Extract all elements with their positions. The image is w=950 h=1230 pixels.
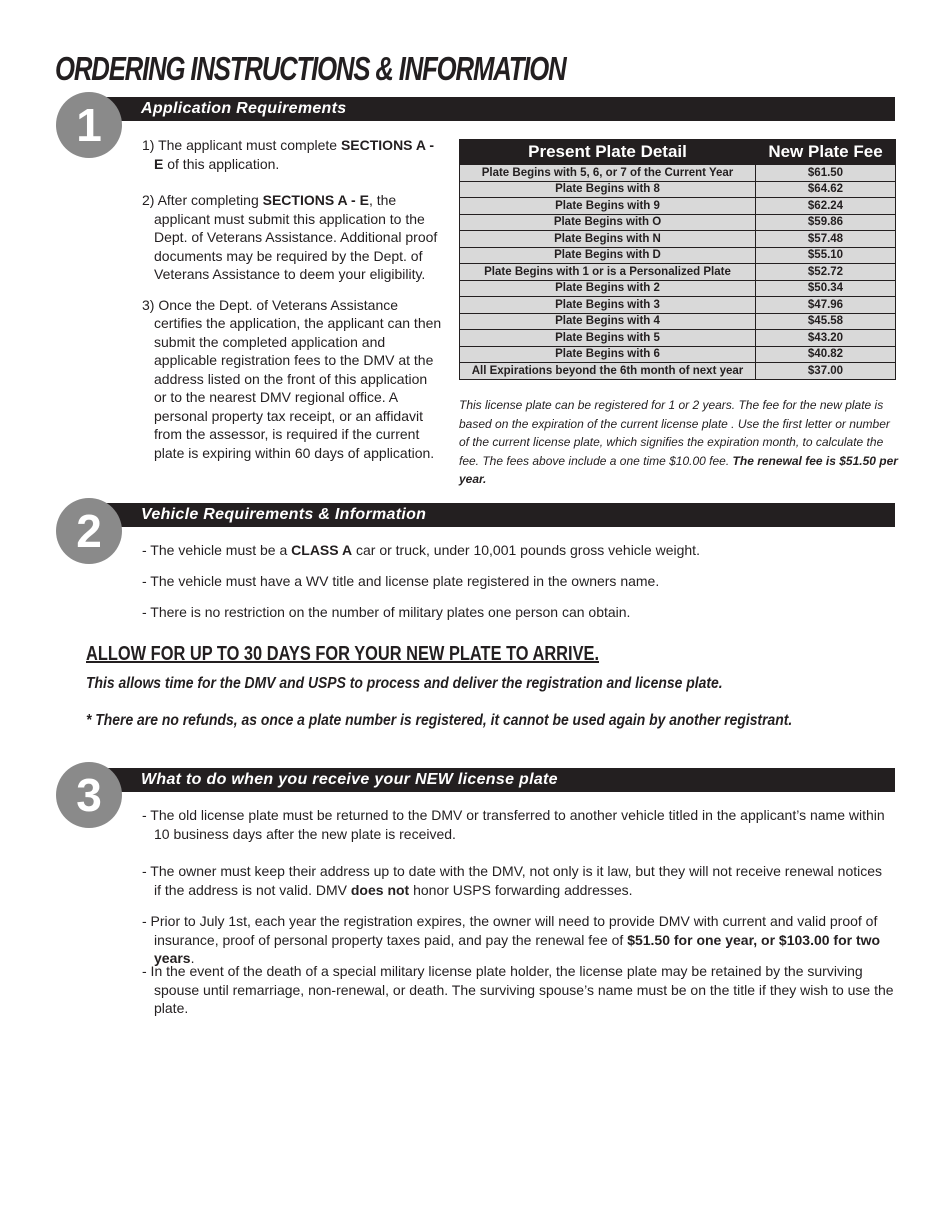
section-3-header bbox=[105, 768, 895, 792]
section-1-header bbox=[105, 97, 895, 121]
fee-table-row bbox=[460, 181, 896, 198]
plate-fee-cell: $62.24 bbox=[756, 198, 896, 215]
plate-detail-cell: Plate Begins with D bbox=[460, 247, 756, 264]
plate-fee-cell: $45.58 bbox=[756, 313, 896, 330]
plate-fee-cell: $52.72 bbox=[756, 264, 896, 281]
delivery-time-notice: ALLOW FOR UP TO 30 DAYS FOR YOUR NEW PLATE TO ARRIVE. bbox=[86, 643, 600, 665]
plate-detail-cell: Plate Begins with 4 bbox=[460, 313, 756, 330]
fee-table-row bbox=[460, 330, 896, 347]
plate-fee-table bbox=[459, 139, 896, 380]
section-1-heading: Application Requirements bbox=[141, 100, 347, 117]
plate-fee-cell: $47.96 bbox=[756, 297, 896, 314]
page-title: ORDERING INSTRUCTIONS & INFORMATION bbox=[55, 50, 566, 87]
fee-table-header-new-plate-fee: New Plate Fee bbox=[756, 140, 896, 165]
fee-table-row bbox=[460, 165, 896, 182]
plate-detail-cell: Plate Begins with 3 bbox=[460, 297, 756, 314]
processing-notice: This allows time for the DMV and USPS to process and deliver the registration and license plate. bbox=[86, 675, 723, 692]
fee-table-row bbox=[460, 297, 896, 314]
fee-table-row bbox=[460, 231, 896, 248]
new-plate-instruction-1: - The old license plate must be returned to the DMV or transferred to another vehicle titled in the applicant’s name within 10 business days after the new plate is received. bbox=[142, 807, 885, 842]
plate-fee-cell: $57.48 bbox=[756, 231, 896, 248]
plate-fee-cell: $59.86 bbox=[756, 214, 896, 231]
plate-fee-cell: $50.34 bbox=[756, 280, 896, 297]
plate-detail-cell: Plate Begins with 5, 6, or 7 of the Current Year bbox=[460, 165, 756, 182]
section-3-number-badge: 3 bbox=[56, 762, 122, 828]
plate-fee-cell: $55.10 bbox=[756, 247, 896, 264]
plate-detail-cell: Plate Begins with 6 bbox=[460, 346, 756, 363]
vehicle-requirement-1: - The vehicle must be a CLASS A car or truck, under 10,001 pounds gross vehicle weight. bbox=[142, 542, 700, 558]
fee-table-row bbox=[460, 280, 896, 297]
plate-fee-cell: $64.62 bbox=[756, 181, 896, 198]
plate-fee-cell: $37.00 bbox=[756, 363, 896, 380]
vehicle-requirement-3: - There is no restriction on the number of military plates one person can obtain. bbox=[142, 604, 631, 620]
plate-detail-cell: Plate Begins with N bbox=[460, 231, 756, 248]
vehicle-requirement-2: - The vehicle must have a WV title and license plate registered in the owners name. bbox=[142, 573, 660, 589]
plate-detail-cell: Plate Begins with 2 bbox=[460, 280, 756, 297]
no-refund-notice: * There are no refunds, as once a plate number is registered, it cannot be used again by another registrant. bbox=[86, 712, 793, 729]
plate-detail-cell: Plate Begins with 5 bbox=[460, 330, 756, 347]
section-2-number-badge: 2 bbox=[56, 498, 122, 564]
fee-table-row bbox=[460, 313, 896, 330]
new-plate-instruction-2: - The owner must keep their address up to date with the DMV, not only is it law, but they will not receive renewal notices if the address is not valid. DMV does not honor USPS forwarding addresses. bbox=[142, 863, 883, 898]
fee-table-header-plate-detail: Present Plate Detail bbox=[460, 140, 756, 165]
plate-detail-cell: Plate Begins with 1 or is a Personalized Plate bbox=[460, 264, 756, 281]
section-1-number-badge: 1 bbox=[56, 92, 122, 158]
plate-detail-cell: Plate Begins with 9 bbox=[460, 198, 756, 215]
plate-detail-cell: Plate Begins with 8 bbox=[460, 181, 756, 198]
plate-fee-cell: $61.50 bbox=[756, 165, 896, 182]
fee-table-row bbox=[460, 214, 896, 231]
new-plate-instruction-3: - Prior to July 1st, each year the registration expires, the owner will need to provide DMV with current and valid proof of insurance, proof of personal property taxes paid, and pay the renewal fee of $51.50 for one year, or $103.00 for two years. bbox=[142, 913, 881, 966]
requirement-item-2: 2) After completing SECTIONS A - E, the applicant must submit this application to the Dept. of Veterans Assistance. Additional proof documents may be required by the Dept. of Veterans Assistance to deem your eligibility. bbox=[142, 192, 438, 282]
fee-table-row bbox=[460, 346, 896, 363]
requirement-item-1: 1) The applicant must complete SECTIONS A - E of this application. bbox=[142, 137, 435, 172]
section-3-heading: What to do when you receive your NEW license plate bbox=[141, 771, 558, 788]
section-2-header bbox=[105, 503, 895, 527]
plate-detail-cell: Plate Begins with O bbox=[460, 214, 756, 231]
plate-detail-cell: All Expirations beyond the 6th month of next year bbox=[460, 363, 756, 380]
plate-fee-cell: $43.20 bbox=[756, 330, 896, 347]
new-plate-instruction-4: - In the event of the death of a special military license plate holder, the license plate may be retained by the surviving spouse until remarriage, non-renewal, or death. The surviving spouse’s name must be on the title if they wish to use the plate. bbox=[142, 963, 894, 1016]
fee-table-row bbox=[460, 247, 896, 264]
application-requirements-list bbox=[142, 136, 442, 480]
fee-table-row bbox=[460, 363, 896, 380]
section-2-heading: Vehicle Requirements & Information bbox=[141, 506, 427, 523]
requirement-item-3: 3) Once the Dept. of Veterans Assistance certifies the application, the applicant can then submit the completed application and applicable registration fees to the DMV at the address listed on the front of this application or to the nearest DMV regional office. A personal property tax receipt, or an affidavit from the assessor, is required if the current plate is expiring within 60 days of application. bbox=[142, 296, 442, 461]
plate-fee-cell: $40.82 bbox=[756, 346, 896, 363]
fee-table-row bbox=[460, 264, 896, 281]
fee-note: This license plate can be registered for 1 or 2 years. The fee for the new plate is based on the expiration of the current license plate . Use the first letter or number of the current license plate, which signifies the expiration month, to calculate the fee. The fees above include a one time $10.00 fee. The renewal fee is $51.50 per year. bbox=[459, 398, 898, 486]
fee-table-row bbox=[460, 198, 896, 215]
